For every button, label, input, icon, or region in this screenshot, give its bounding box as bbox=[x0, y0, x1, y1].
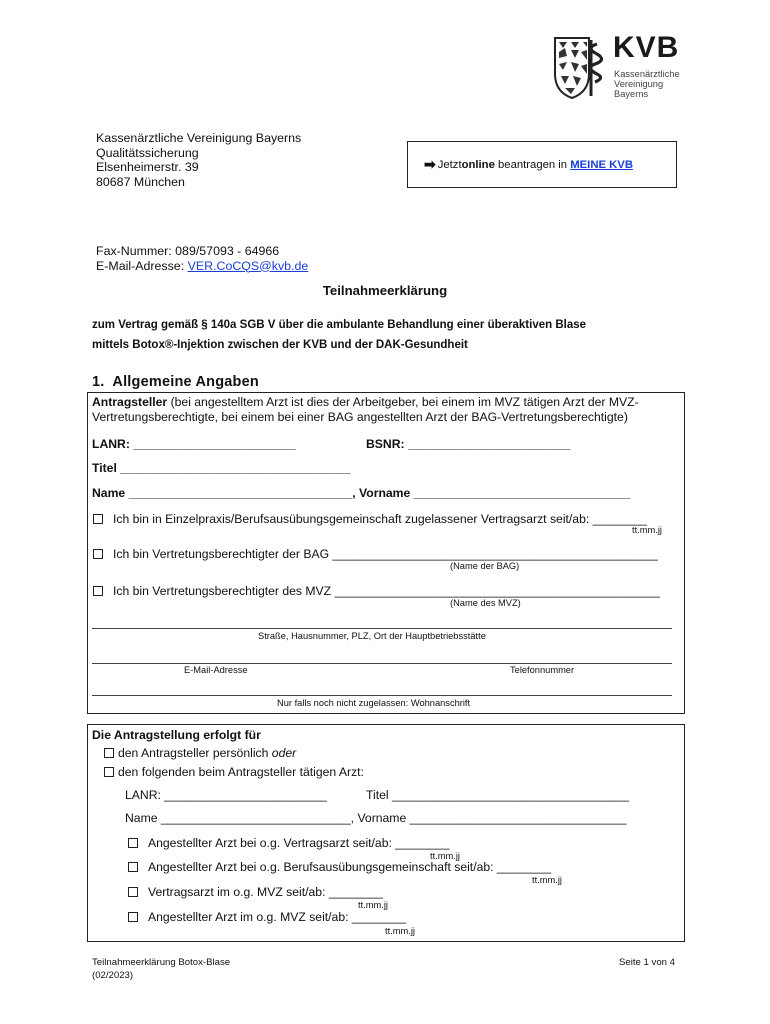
kvb-logo bbox=[553, 31, 693, 100]
intro-line: zum Vertrag gemäß § 140a SGB V über die ambulante Behandlung einer überaktiven Blase bbox=[92, 319, 587, 331]
bag-hint: (Name der BAG) bbox=[450, 561, 520, 571]
checkbox[interactable] bbox=[104, 767, 114, 777]
phone-hint: Telefonnummer bbox=[510, 665, 575, 675]
checkbox[interactable] bbox=[93, 586, 103, 596]
option-label: Ich bin Vertretungsberechtigter des MVZ ________________________________________________ bbox=[113, 584, 660, 598]
sub-option-employed-mvz[interactable] bbox=[128, 910, 406, 924]
address-line: 80687 München bbox=[96, 174, 185, 189]
doctor-name-field[interactable]: Name ____________________________, Vorname ________________________________ bbox=[125, 811, 627, 825]
sub-option-employed-bag[interactable] bbox=[128, 860, 551, 874]
footer-doc-name: Teilnahmeerklärung Botox-Blase bbox=[92, 957, 231, 968]
footer-doc-info bbox=[92, 957, 230, 982]
option-label: Angestellter Arzt bei o.g. Berufsausübungsgemeinschaft seit/ab: ________ bbox=[148, 860, 552, 874]
address-hint: Straße, Hausnummer, PLZ, Ort der Hauptbetriebsstätte bbox=[258, 631, 486, 641]
option-label: den Antragsteller persönlich bbox=[118, 746, 272, 760]
doctor-titel-field[interactable]: Titel ___________________________________ bbox=[366, 788, 630, 802]
section-1-heading: 1. Allgemeine Angaben bbox=[92, 374, 259, 390]
name-field[interactable]: Name _________________________________, Vorname ________________________________ bbox=[92, 486, 631, 500]
online-application-box bbox=[407, 141, 677, 188]
checkbox[interactable] bbox=[128, 862, 138, 872]
option-label: Ich bin Vertretungsberechtigter der BAG ________________________________________________ bbox=[113, 547, 658, 561]
option-or: oder bbox=[271, 746, 297, 760]
bavarian-shield-icon bbox=[553, 34, 609, 100]
online-prefix: Jetzt bbox=[437, 158, 462, 171]
date-hint: tt.mm.jj bbox=[358, 900, 388, 910]
sub-option-employed-vertragsarzt[interactable] bbox=[128, 836, 450, 850]
option-label: den folgenden beim Antragsteller tätigen Arzt: bbox=[118, 765, 364, 779]
intro-line: mittels Botox®-Injektion zwischen der KVB und der DAK-Gesundheit bbox=[92, 338, 468, 351]
address-line: Elsenheimerstr. 39 bbox=[96, 160, 199, 174]
option-bag[interactable] bbox=[93, 547, 658, 561]
checkbox[interactable] bbox=[93, 514, 103, 524]
checkbox[interactable] bbox=[104, 748, 114, 758]
checkbox[interactable] bbox=[128, 887, 138, 897]
email-label: E-Mail-Adresse: bbox=[96, 258, 188, 273]
sub-option-vertragsarzt-mvz[interactable] bbox=[128, 885, 383, 899]
applicant-description bbox=[92, 395, 682, 425]
bsnr-field[interactable]: BSNR: ________________________ bbox=[366, 437, 571, 451]
contact-block bbox=[96, 244, 308, 273]
online-bold: online bbox=[461, 158, 495, 171]
residence-hint: Nur falls noch nicht zugelassen: Wohnanschrift bbox=[277, 698, 471, 708]
logo-name: KVB bbox=[613, 31, 680, 64]
date-hint: tt.mm.jj bbox=[385, 926, 415, 936]
checkbox[interactable] bbox=[93, 549, 103, 559]
fax-number: Fax-Nummer: 089/57093 - 64966 bbox=[96, 244, 280, 258]
logo-line1: Kassenärztliche bbox=[614, 69, 680, 79]
option-label: Angestellter Arzt bei o.g. Vertragsarzt seit/ab: ________ bbox=[148, 836, 450, 850]
mvz-hint: (Name des MVZ) bbox=[450, 598, 521, 608]
checkbox[interactable] bbox=[128, 912, 138, 922]
option-label: Angestellter Arzt im o.g. MVZ seit/ab: ________ bbox=[148, 910, 407, 924]
doctor-lanr-field[interactable]: LANR: ________________________ bbox=[125, 788, 327, 802]
applicant-text: (bei angestelltem Arzt ist dies der Arbeitgeber, bei einem im MVZ tätigen Arzt der MVZ- bbox=[167, 395, 639, 409]
address-line: Kassenärztliche Vereinigung Bayerns bbox=[96, 131, 302, 145]
meine-kvb-link[interactable]: MEINE KVB bbox=[570, 158, 634, 171]
document-intro bbox=[92, 316, 692, 355]
footer-version: (02/2023) bbox=[92, 969, 134, 981]
online-middle: beantragen in bbox=[494, 158, 571, 171]
residence-input-line[interactable] bbox=[92, 695, 672, 696]
logo-line2: Vereinigung bbox=[614, 79, 664, 89]
date-hint: tt.mm.jj bbox=[632, 525, 662, 535]
section-2-heading: Die Antragstellung erfolgt für bbox=[92, 728, 261, 742]
page-number: Seite 1 von 4 bbox=[619, 957, 676, 968]
applicant-label: Antragsteller bbox=[92, 395, 168, 409]
address-input-line[interactable] bbox=[92, 628, 672, 629]
arrow-right-icon: ➡ bbox=[424, 156, 436, 172]
email-hint: E-Mail-Adresse bbox=[184, 665, 248, 675]
option-doctor[interactable] bbox=[104, 765, 364, 779]
date-hint: tt.mm.jj bbox=[430, 851, 460, 861]
titel-field[interactable]: Titel __________________________________ bbox=[92, 461, 351, 475]
option-einzelpraxis[interactable] bbox=[93, 512, 647, 526]
option-mvz[interactable] bbox=[93, 584, 660, 598]
recipient-address bbox=[96, 131, 301, 189]
email-phone-input-line[interactable] bbox=[92, 663, 672, 664]
lanr-field[interactable]: LANR: ________________________ bbox=[92, 437, 296, 451]
logo-line3: Bayerns bbox=[614, 89, 649, 99]
address-line: Qualitätssicherung bbox=[96, 145, 199, 160]
checkbox[interactable] bbox=[128, 838, 138, 848]
date-hint: tt.mm.jj bbox=[532, 875, 562, 885]
document-title: Teilnahmeerklärung bbox=[322, 283, 448, 298]
option-self[interactable] bbox=[104, 746, 296, 760]
option-label: Vertragsarzt im o.g. MVZ seit/ab: ________ bbox=[148, 885, 384, 899]
email-link[interactable]: VER.CoCQS@kvb.de bbox=[187, 258, 309, 273]
option-label: Ich bin in Einzelpraxis/Berufsausübungsgemeinschaft zugelassener Vertragsarzt seit/ab: ________ bbox=[113, 512, 647, 526]
applicant-text: Vertretungsberechtigte, bei einem bei einer BAG angestellten Arzt der BAG-Vertretungsberechtigte) bbox=[92, 410, 628, 424]
